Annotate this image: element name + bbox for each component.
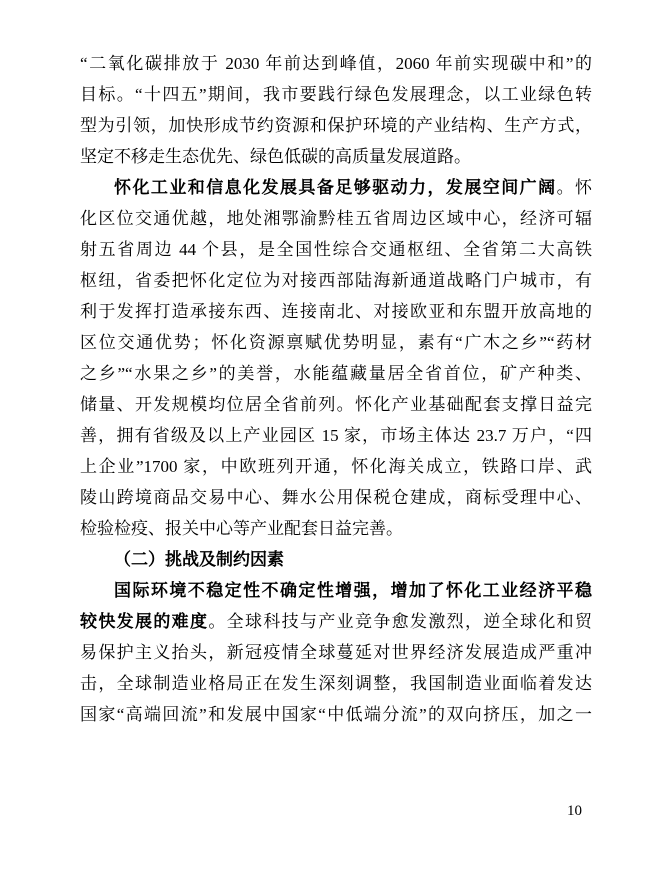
text-line: [80, 79, 592, 110]
text-line: [80, 513, 592, 544]
text-line: [80, 234, 592, 265]
bold-text-segment: 怀化工业和信息化发展具备足够驱动力，发展空间广阔: [114, 178, 557, 197]
text-segment: 化区位交通优越，地处湘鄂渝黔桂五省周边区域中心，经济可辐: [80, 209, 592, 228]
text-segment: 陵山跨境商品交易中心、舞水公用保税仓建成，商标受理中心、: [80, 488, 592, 507]
text-segment: 储量、开发规模均位居全省前列。怀化产业基础配套支撑日益完: [80, 395, 592, 414]
text-line: [80, 296, 592, 327]
text-line: [80, 389, 592, 420]
text-line: [80, 668, 592, 699]
text-segment: 检验检疫、报关中心等产业配套日益完善。: [80, 519, 403, 538]
bold-text-segment: 国际环境不稳定性不确定性增强，增加了怀化工业经济平稳: [114, 581, 592, 600]
document-body: [80, 48, 592, 730]
text-line: [80, 451, 592, 482]
text-line: [80, 420, 592, 451]
text-segment: 国家“高端回流”和发展中国家“中低端分流”的双向挤压，加之一: [80, 705, 592, 724]
bold-text-segment: （二）挑战及制约因素: [114, 550, 284, 569]
text-segment: 枢纽，省委把怀化定位为对接西部陆海新通道战略门户城市，有: [80, 271, 592, 290]
text-segment: 。全球科技与产业竞争愈发激烈，逆全球化和贸: [208, 612, 592, 631]
section-heading: [80, 544, 592, 575]
text-segment: “二氧化碳排放于 2030 年前达到峰值，2060 年前实现碳中和”的: [80, 54, 592, 73]
text-line: [80, 265, 592, 296]
text-line: [80, 358, 592, 389]
text-segment: 射五省周边 44 个县，是全国性综合交通枢纽、全省第二大高铁: [80, 240, 592, 259]
text-segment: 之乡”“水果之乡”的美誉，水能蕴藏量居全省首位，矿产种类、: [80, 364, 592, 383]
text-line: [80, 575, 592, 606]
text-segment: 区位交通优势；怀化资源禀赋优势明显，素有“广木之乡”“药材: [80, 333, 592, 352]
text-segment: 善，拥有省级及以上产业园区 15 家，市场主体达 23.7 万户，“四: [80, 426, 592, 445]
bold-text-segment: 较快发展的难度: [80, 612, 209, 631]
text-line: [80, 482, 592, 513]
text-segment: 上企业”1700 家，中欧班列开通，怀化海关成立，铁路口岸、武: [80, 457, 592, 476]
text-line: [80, 606, 592, 637]
text-line: [80, 637, 592, 668]
text-segment: 易保护主义抬头，新冠疫情全球蔓延对世界经济发展造成严重冲: [80, 643, 592, 662]
text-line: [80, 203, 592, 234]
text-segment: 。怀: [556, 178, 592, 197]
text-segment: 坚定不移走生态优先、绿色低碳的高质量发展道路。: [80, 147, 471, 166]
text-line: [80, 327, 592, 358]
text-line: [80, 699, 592, 730]
text-line: [80, 110, 592, 141]
text-segment: 利于发挥打造承接东西、连接南北、对接欧亚和东盟开放高地的: [80, 302, 592, 321]
page-number: 10: [567, 803, 582, 819]
text-segment: 目标。“十四五”期间，我市要践行绿色发展理念，以工业绿色转: [80, 85, 592, 104]
text-segment: 型为引领，加快形成节约资源和保护环境的产业结构、生产方式，: [80, 116, 592, 135]
text-line: [80, 48, 592, 79]
text-segment: 击，全球制造业格局正在发生深刻调整，我国制造业面临着发达: [80, 674, 592, 693]
text-line: [80, 172, 592, 203]
text-line: [80, 141, 592, 172]
